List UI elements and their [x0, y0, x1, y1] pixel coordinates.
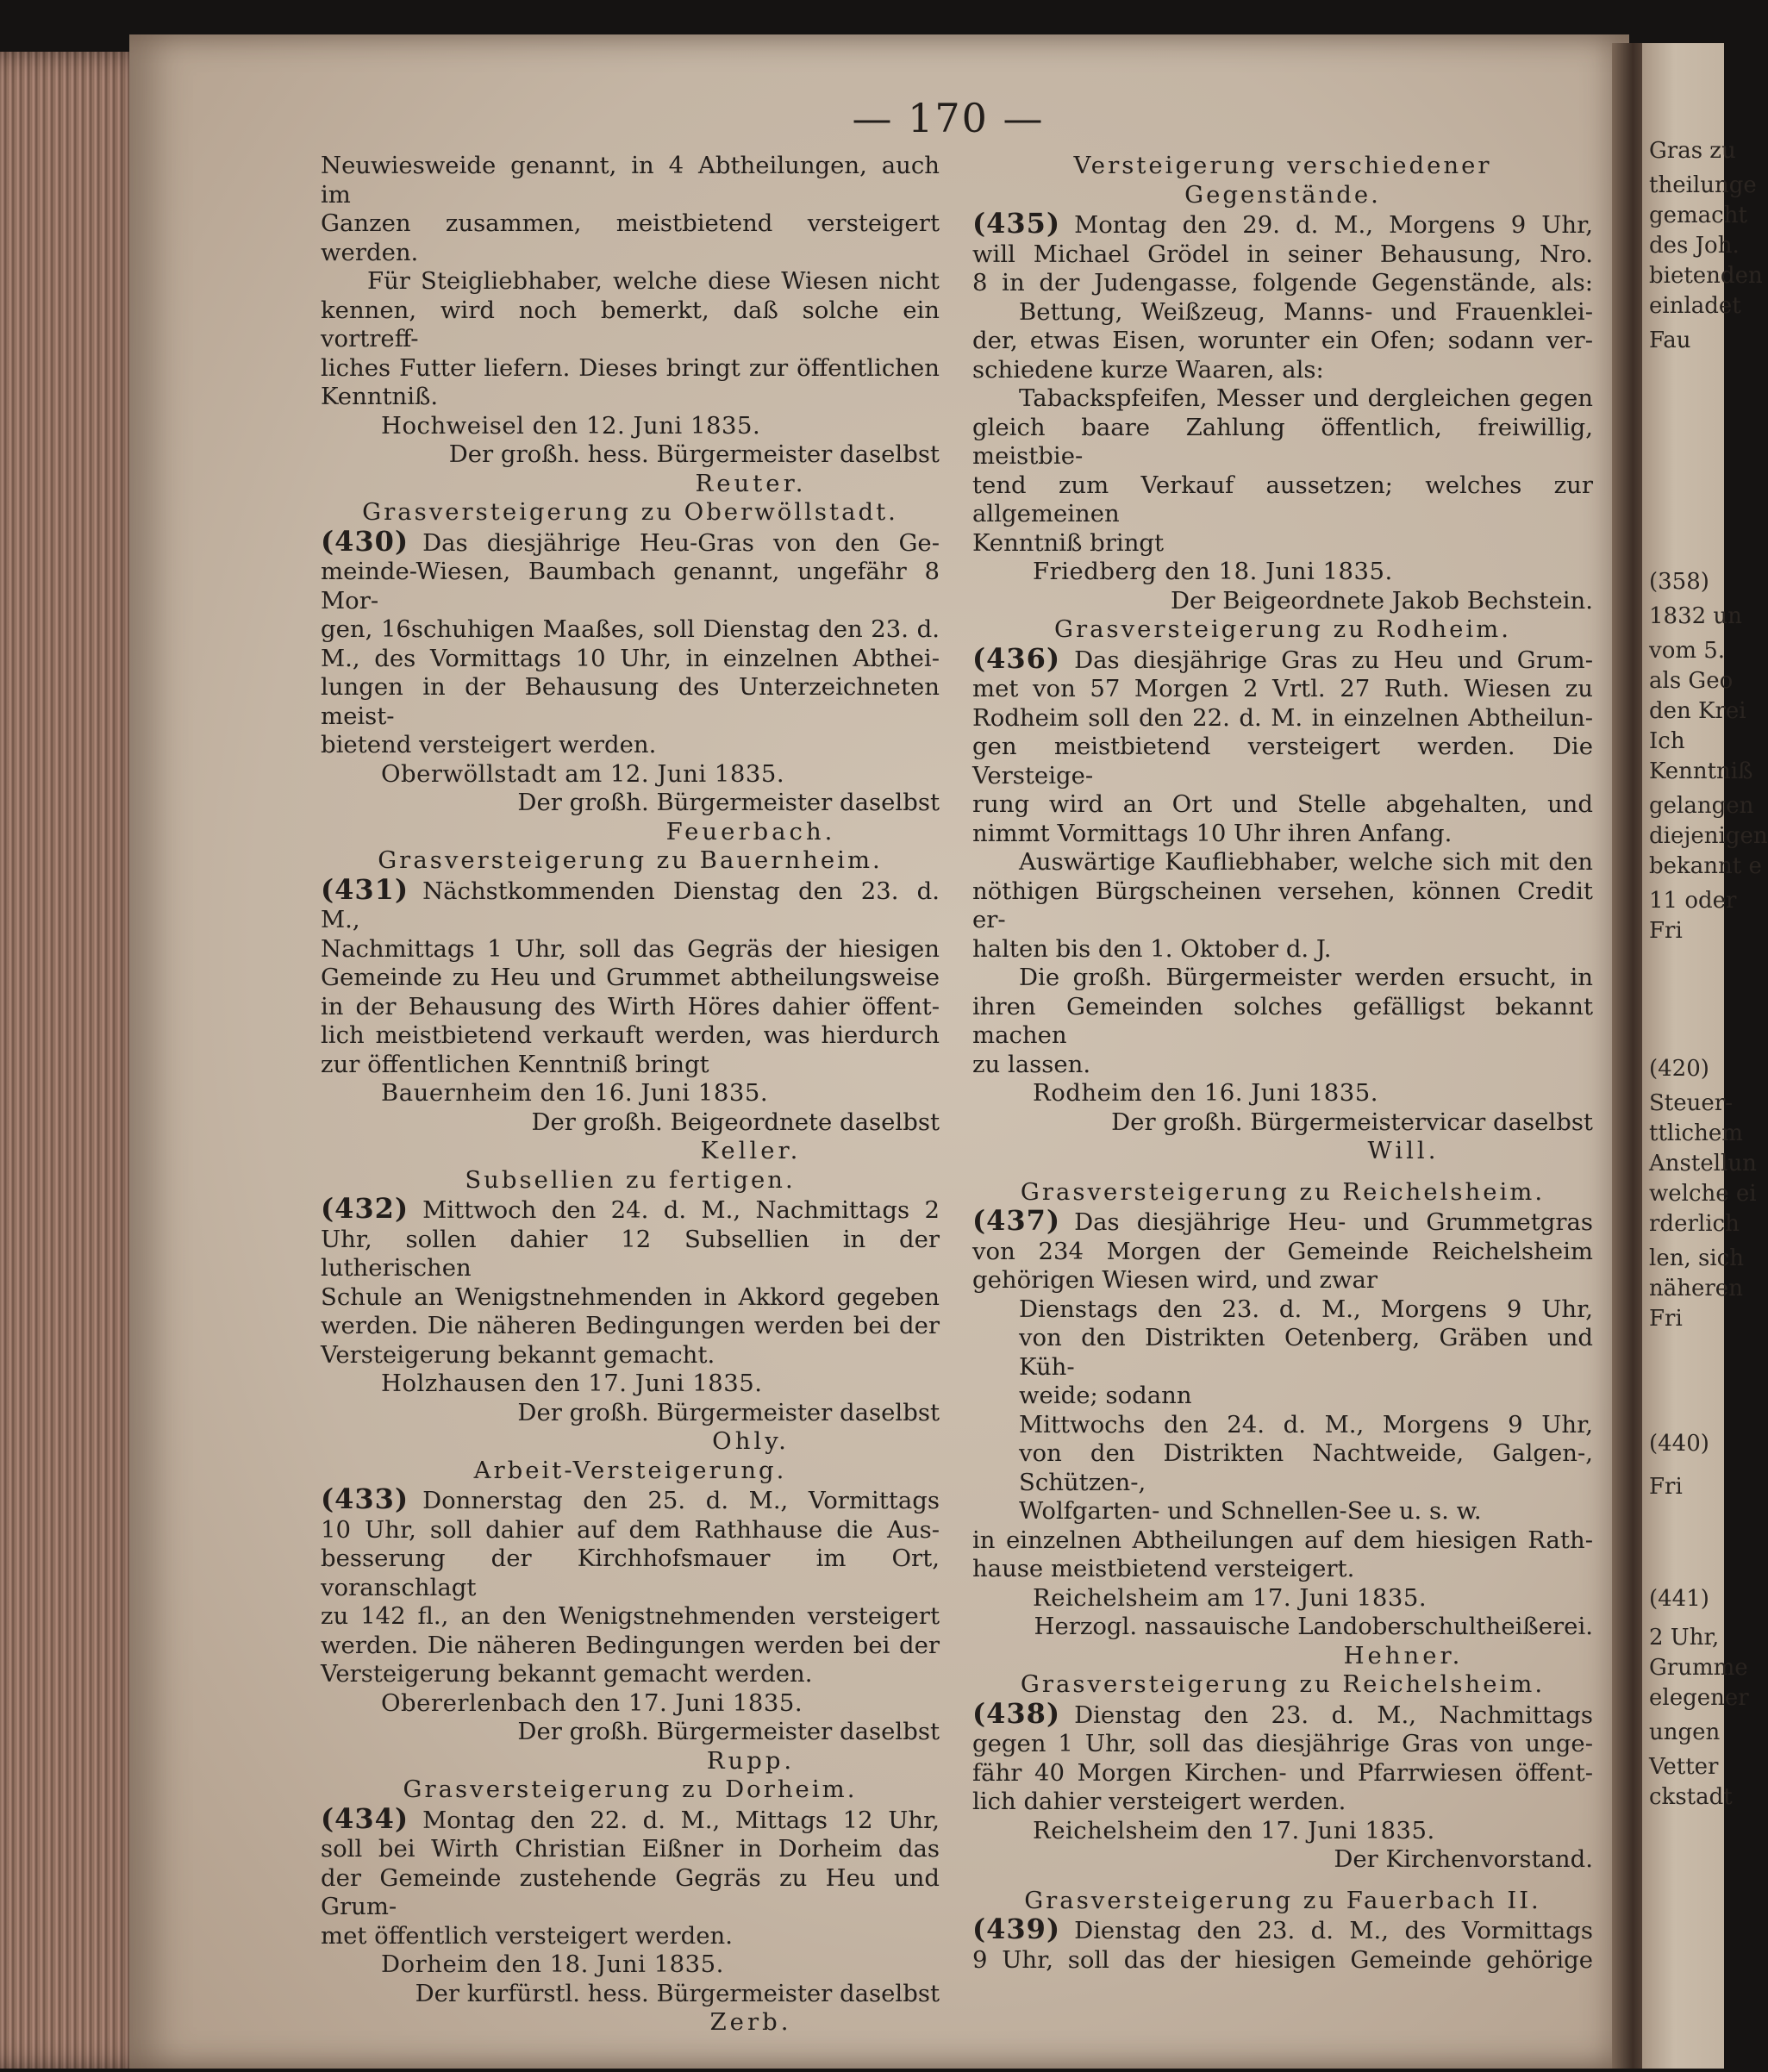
text-line: bietend versteigert werden. — [321, 731, 657, 758]
notice-heading: Grasversteigerung zu Rodheim. — [1053, 615, 1511, 643]
text-line: Versteigerung bekannt gemacht. — [321, 1340, 715, 1369]
facing-page-fragment: 11 oder — [1649, 888, 1737, 914]
facing-page-fragment: Gras zu — [1649, 138, 1736, 164]
signature-title: Der kurfürstl. hess. Bürgermeister daselbst — [415, 1979, 940, 2007]
facing-page-fragment: Fau — [1649, 328, 1691, 353]
notice-number: (432) — [321, 1192, 409, 1225]
signature-place-date: Dorheim den 18. Juni 1835. — [381, 1950, 724, 1978]
facing-page-fragment: Kenntniß — [1649, 758, 1753, 784]
facing-page-fragment: ckstadt — [1649, 1784, 1733, 1810]
facing-page-fragment: diejenigen — [1649, 823, 1768, 849]
signature-title: Der Kirchenvorstand. — [1334, 1845, 1593, 1873]
text-line: rung wird an Ort und Stelle abgehalten, und — [972, 790, 1593, 818]
signature-name: Hehner. — [1343, 1641, 1464, 1669]
text-line: Uhr, sollen dahier 12 Subsellien in der lutherischen — [321, 1225, 940, 1282]
text-line: nöthigen Bürgscheinen versehen, können Credit er- — [972, 877, 1593, 933]
facing-page-fragment: rderlich — [1649, 1211, 1740, 1237]
notice-433 — [321, 1457, 940, 1776]
signature-title: Der großh. Bürgermeister daselbst — [517, 1398, 940, 1426]
facing-page-fragment: elegener — [1649, 1685, 1749, 1711]
text-line: meinde-Wiesen, Baumbach genannt, ungefähr 8 Mor- — [321, 558, 940, 615]
text-line: gen, 16schuhigen Maaßes, soll Dienstag den 23. d. — [321, 615, 940, 643]
notice-heading: Grasversteigerung zu Reichelsheim. — [1020, 1177, 1546, 1206]
signature-name: Feuerbach. — [665, 817, 836, 846]
text-line: Dienstag den 23. d. M., des Vormittags — [1074, 1917, 1593, 1944]
text-line: nimmt Vormittags 10 Uhr ihren Anfang. — [972, 819, 1453, 847]
notice-continued — [321, 152, 940, 498]
facing-page-fragment: Fri — [1649, 1306, 1683, 1332]
notice-heading: Subsellien zu fertigen. — [465, 1165, 796, 1194]
facing-page-fragment: Vetter — [1649, 1754, 1719, 1780]
text-line: in einzelnen Abtheilungen auf dem hiesigen Rath- — [972, 1526, 1593, 1554]
text-line: Schule an Wenigstnehmenden in Akkord gegeben — [321, 1283, 940, 1311]
notice-437 — [972, 1178, 1593, 1671]
text-line: will Michael Grödel in seiner Behausung, Nro. — [972, 240, 1593, 268]
text-line: lich dahier versteigert werden. — [972, 1788, 1346, 1815]
notice-heading: Grasversteigerung zu Oberwöllstadt. — [362, 498, 898, 526]
facing-page-fragment: einladet — [1649, 293, 1741, 319]
text-line: zu lassen. — [972, 1050, 1091, 1078]
facing-page-fragment: ungen — [1649, 1719, 1721, 1745]
notice-430 — [321, 498, 940, 846]
signature-name: Reuter. — [695, 469, 807, 497]
text-line: Kenntniß bringt — [972, 528, 1165, 557]
text-line: 10 Uhr, soll dahier auf dem Rathhause die Aus- — [321, 1515, 940, 1544]
facing-page-fragment: gemacht — [1649, 203, 1747, 228]
facing-page-fragment: 2 Uhr, — [1649, 1625, 1720, 1651]
text-line: Kenntniß. — [321, 383, 439, 410]
signature-place-date: Bauernheim den 16. Juni 1835. — [381, 1079, 769, 1107]
text-line: lich meistbietend verkauft werden, was hierdurch — [321, 1021, 940, 1049]
facing-page-fragment: Anstellun — [1649, 1151, 1757, 1176]
facing-page-fragment: ttlichem — [1649, 1120, 1743, 1146]
notice-434 — [321, 1776, 940, 2038]
text-line: Neuwiesweide genannt, in 4 Abtheilungen, auch im — [321, 152, 940, 209]
signature-name: Zerb. — [709, 2008, 792, 2036]
facing-page-fragment: Ich — [1649, 728, 1685, 754]
facing-page-fragment: (441) — [1649, 1586, 1709, 1612]
signature-place-date: Reichelsheim am 17. Juni 1835. — [1033, 1583, 1428, 1612]
notice-number: (431) — [321, 872, 409, 906]
text-line: gegen 1 Uhr, soll das diesjährige Gras von unge- — [972, 1730, 1593, 1757]
text-line: werden. Die näheren Bedingungen werden bei der — [321, 1312, 940, 1339]
facing-page-fragment: 1832 un — [1649, 603, 1742, 629]
signature-place-date: Hochweisel den 12. Juni 1835. — [381, 411, 761, 440]
text-line: 8 in der Judengasse, folgende Gegenstände, als: — [972, 269, 1593, 296]
notice-heading: Versteigerung verschiedener Gegenstände. — [1073, 152, 1492, 209]
text-line: liches Futter liefern. Dieses bringt zur öffentlichen — [321, 353, 940, 382]
text-line: von den Distrikten Nachtweide, Galgen-, Schützen-, — [1019, 1439, 1593, 1496]
text-line: weide; sodann — [1019, 1382, 1192, 1409]
facing-page-fragment: welche ei — [1649, 1181, 1757, 1207]
text-line: Bettung, Weißzeug, Manns- und Frauenklei- — [1019, 297, 1593, 326]
left-column — [321, 152, 940, 2038]
signature-place-date: Holzhausen den 17. Juni 1835. — [381, 1370, 763, 1397]
text-line: Mittwoch den 24. d. M., Nachmittags 2 — [422, 1196, 940, 1224]
signature-title: Der großh. hess. Bürgermeister daselbst — [448, 440, 940, 468]
signature-title: Der großh. Bürgermeistervicar daselbst — [1111, 1108, 1593, 1136]
text-line: lungen in der Behausung des Unterzeichneten meist- — [321, 673, 940, 730]
facing-page-fragment: Grumme — [1649, 1655, 1748, 1681]
facing-page-fragment: Fri — [1649, 918, 1683, 944]
text-line: Auswärtige Kaufliebhaber, welche sich mit den — [1019, 848, 1593, 876]
facing-page-fragment: näheren — [1649, 1276, 1743, 1301]
facing-page-fragment: (440) — [1649, 1431, 1709, 1457]
text-line: in der Behausung des Wirth Höres dahier öffent- — [321, 992, 940, 1020]
text-line: Das diesjährige Heu- und Grummetgras — [1074, 1208, 1593, 1236]
facing-page-fragment: als Geo — [1649, 668, 1734, 694]
text-line: fähr 40 Morgen Kirchen- und Pfarrwiesen öffent- — [972, 1758, 1593, 1787]
text-line: Das diesjährige Gras zu Heu und Grum- — [1074, 646, 1593, 674]
text-line: soll bei Wirth Christian Eißner in Dorheim das — [321, 1835, 940, 1863]
signature-title: Der großh. Beigeordnete daselbst — [531, 1108, 940, 1136]
text-line: Donnerstag den 25. d. M., Vormittags — [422, 1487, 940, 1514]
signature-name: Rupp. — [706, 1746, 796, 1775]
text-line: Versteigerung bekannt gemacht werden. — [321, 1660, 813, 1688]
text-line: der, etwas Eisen, worunter ein Ofen; sodann ver- — [972, 327, 1593, 354]
right-column — [972, 152, 1593, 1975]
text-line: Rodheim soll den 22. d. M. in einzelnen Abtheilun- — [972, 703, 1593, 732]
text-line: met von 57 Morgen 2 Vrtl. 27 Ruth. Wiesen zu — [972, 675, 1593, 702]
text-line: gleich baare Zahlung öffentlich, freiwillig, meistbie- — [972, 413, 1593, 470]
text-line: Nächstkommenden Dienstag den 23. d. M., — [321, 877, 940, 933]
facing-page-fragment: (358) — [1649, 569, 1709, 595]
notice-heading: Grasversteigerung zu Reichelsheim. — [1020, 1670, 1546, 1698]
signature-name: Will. — [1367, 1137, 1440, 1164]
text-line: besserung der Kirchhofsmauer im Ort, voranschlagt — [321, 1545, 940, 1601]
notice-number: (435) — [972, 207, 1061, 240]
facing-page-fragment: den Krei — [1649, 698, 1746, 724]
facing-page-fragment: gelangen — [1649, 793, 1754, 819]
text-line: Nachmittags 1 Uhr, soll das Gegräs der hiesigen — [321, 934, 940, 963]
text-line: tend zum Verkauf aussetzen; welches zur allgemeinen — [972, 471, 1593, 527]
text-line: zur öffentlichen Kenntniß bringt — [321, 1050, 709, 1078]
text-line: met öffentlich versteigert werden. — [321, 1921, 734, 1950]
notice-number: (439) — [972, 1913, 1061, 1945]
notice-heading: Arbeit-Versteigerung. — [473, 1456, 787, 1484]
text-line: kennen, wird noch bemerkt, daß solche ein vortreff- — [321, 296, 940, 353]
notice-number: (433) — [321, 1482, 409, 1515]
text-line: Das diesjährige Heu-Gras von den Ge- — [422, 528, 940, 557]
text-line: Montag den 22. d. M., Mittags 12 Uhr, — [422, 1806, 940, 1834]
text-line: Tabackspfeifen, Messer und dergleichen gegen — [1019, 384, 1593, 412]
notice-436 — [972, 615, 1593, 1166]
notice-439 — [972, 1887, 1593, 1975]
text-line: Mittwochs den 24. d. M., Morgens 9 Uhr, — [1019, 1410, 1593, 1439]
notice-438 — [972, 1670, 1593, 1875]
text-line: Gemeinde zu Heu und Grummet abtheilungsweise — [321, 964, 940, 991]
notice-heading: Grasversteigerung zu Bauernheim. — [378, 846, 883, 874]
text-line: Für Steigliebhaber, welche diese Wiesen nicht — [367, 267, 940, 295]
facing-page-fragment: len, sich — [1649, 1245, 1744, 1271]
page-number: — 170 — — [852, 95, 1045, 141]
text-line: schiedene kurze Waaren, als: — [972, 355, 1324, 384]
notice-number: (437) — [972, 1204, 1061, 1237]
book-gutter — [1612, 43, 1646, 2069]
text-line: von den Distrikten Oetenberg, Gräben und Küh- — [1019, 1324, 1593, 1381]
facing-page-fragment: bekannt e — [1649, 853, 1762, 879]
text-line: werden. Die näheren Bedingungen werden bei der — [321, 1631, 940, 1659]
facing-page-fragment: theilunge — [1649, 172, 1757, 198]
facing-page — [1642, 43, 1768, 2069]
notice-number: (430) — [321, 524, 409, 558]
signature-place-date: Friedberg den 18. Juni 1835. — [1033, 558, 1393, 585]
facing-page-fragment: (420) — [1649, 1056, 1709, 1082]
signature-title: Der Beigeordnete Jakob Bechstein. — [1171, 586, 1593, 615]
text-line: Dienstag den 23. d. M., Nachmittags — [1074, 1701, 1593, 1729]
text-line: gen meistbietend versteigert werden. Die Versteige- — [972, 733, 1593, 789]
text-line: von 234 Morgen der Gemeinde Reichelsheim — [972, 1237, 1593, 1265]
notice-heading: Grasversteigerung zu Dorheim. — [403, 1776, 858, 1803]
text-line: der Gemeinde zustehende Gegräs zu Heu und Grum- — [321, 1863, 940, 1920]
text-line: Wolfgarten- und Schnellen-See u. s. w. — [1019, 1497, 1482, 1525]
facing-page-fragment: Fri — [1649, 1474, 1683, 1500]
text-line: Montag den 29. d. M., Morgens 9 Uhr, — [1074, 211, 1593, 239]
signature-title: Herzogl. nassauische Landoberschultheißerei. — [1034, 1613, 1593, 1640]
text-line: M., des Vormittags 10 Uhr, in einzelnen Abthei- — [321, 644, 940, 672]
facing-page-fragment: Steuer- — [1649, 1090, 1733, 1116]
facing-page-fragment: bietenden — [1649, 263, 1763, 289]
text-line: Die großh. Bürgermeister werden ersucht, in — [1019, 964, 1593, 991]
text-line: Dienstags den 23. d. M., Morgens 9 Uhr, — [1019, 1295, 1593, 1323]
signature-place-date: Obererlenbach den 17. Juni 1835. — [381, 1688, 803, 1717]
text-line: Ganzen zusammen, meistbietend versteigert werden. — [321, 209, 940, 266]
signature-name: Ohly. — [712, 1427, 790, 1455]
notice-number: (436) — [972, 641, 1061, 675]
text-line: zu 142 fl., an den Wenigstnehmenden versteigert — [321, 1602, 940, 1630]
notice-number: (434) — [321, 1801, 409, 1835]
notice-heading: Grasversteigerung zu Fauerbach II. — [1024, 1886, 1541, 1914]
notice-432 — [321, 1166, 940, 1457]
signature-place-date: Oberwöllstadt am 12. Juni 1835. — [381, 759, 785, 788]
notice-435 — [972, 152, 1593, 615]
signature-place-date: Reichelsheim den 17. Juni 1835. — [1033, 1816, 1435, 1844]
signature-title: Der großh. Bürgermeister daselbst — [517, 1718, 940, 1745]
signature-title: Der großh. Bürgermeister daselbst — [517, 789, 940, 816]
text-line: halten bis den 1. Oktober d. J. — [972, 934, 1332, 963]
text-line: hause meistbietend versteigert. — [972, 1555, 1355, 1582]
signature-place-date: Rodheim den 16. Juni 1835. — [1033, 1079, 1378, 1107]
signature-name: Keller. — [700, 1137, 802, 1164]
text-line: gehörigen Wiesen wird, und zwar — [972, 1266, 1378, 1294]
notice-number: (438) — [972, 1696, 1061, 1730]
facing-page-fragment: vom 5. — [1649, 638, 1726, 664]
notice-431 — [321, 846, 940, 1166]
text-line: ihren Gemeinden solches gefälligst bekannt machen — [972, 992, 1593, 1049]
facing-page-fragment: des Joh. — [1649, 233, 1740, 259]
text-line: 9 Uhr, soll das der hiesigen Gemeinde gehörige — [972, 1945, 1593, 1974]
